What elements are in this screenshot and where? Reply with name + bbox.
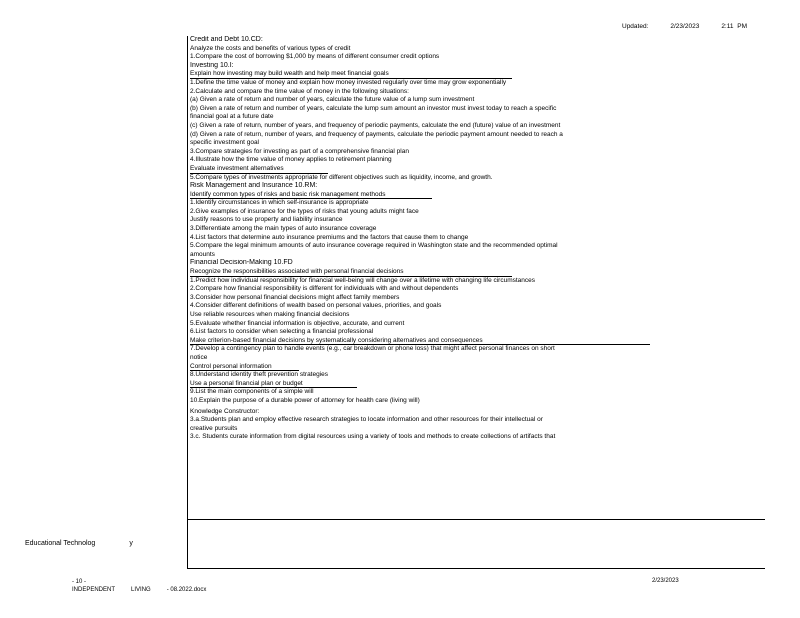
text-line: (b) Given a rate of return and number of years, calculate the lump sum amount an investor must invest today to reach a specific <box>190 104 557 112</box>
text-line: 1.Compare the cost of borrowing $1,000 by means of different consumer credit options <box>190 53 440 61</box>
text-line: 5.Evaluate whether financial information is objective, accurate, and current <box>190 319 405 327</box>
text-line: notice <box>190 353 208 361</box>
text-line: 3.Differentiate among the main types of auto insurance coverage <box>190 225 377 233</box>
text-line: 1.Define the time value of money and explain how money invested regularly over time may grow exponentially <box>190 78 507 86</box>
text-line: (a) Given a rate of return and number of years, calculate the future value of a lump sum investment <box>190 96 475 104</box>
text-line: 6.List factors to consider when selecting a financial professional <box>190 328 374 336</box>
underlined-objective: Recognize the responsibilities associated with personal financial decisions <box>190 268 512 277</box>
text-line: 3.Consider how personal financial decisions might affect family members <box>190 293 400 301</box>
text-line: 9.List the main components of a simple will <box>190 388 314 396</box>
text-line: Use reliable resources when making financial decisions <box>190 311 350 318</box>
text-line: 3.Compare strategies for investing as part of a comprehensive financial plan <box>190 147 409 155</box>
table-row-divider <box>187 519 765 520</box>
text-line: 4.Illustrate how the time value of money applies to retirement planning <box>190 156 392 164</box>
text-line: (c) Given a rate of return, number of years, and frequency of periodic payments, calculate the end (future) value of an investment <box>190 121 561 129</box>
underlined-objective: Identify common types of risks and basic risk management methods <box>190 191 432 200</box>
updated-date: 2/23/2023 <box>670 23 700 30</box>
table-bottom-border <box>187 568 765 569</box>
text-line: 5.Compare types of investments appropriate for different objectives such as liquidity, income, and growth. <box>190 173 493 181</box>
section-heading-credit: Credit and Debt 10.CD: <box>190 36 263 43</box>
footer-title-part2: LIVING <box>131 587 151 593</box>
text-line: 5.Compare the legal minimum amounts of auto insurance coverage required in Washington state and the recommended optimal <box>190 242 558 250</box>
footer-title-part1: INDEPENDENT <box>72 587 116 593</box>
text-line: 3.a.Students plan and employ effective research strategies to locate information and other resources for their intellectual or <box>190 416 543 424</box>
updated-stamp <box>622 23 747 30</box>
text-line: specific investment goal <box>190 139 260 147</box>
text-line: 3.c. Students curate information from digital resources using a variety of tools and methods to create collections of artifacts that <box>190 433 556 441</box>
text-line: 2.Calculate and compare the time value of money in the following situations: <box>190 87 409 95</box>
text-line: amounts <box>190 250 215 258</box>
text-line: 4.List factors that determine auto insurance premiums and the factors that cause them to change <box>190 233 469 241</box>
footer-date: 2/23/2023 <box>652 578 679 584</box>
text-line: Justify reasons to use property and liability insurance <box>190 216 343 224</box>
text-line: 1.Identify circumstances in which self-insurance is appropriate <box>190 199 369 207</box>
updated-time: 2:11 PM <box>721 23 748 30</box>
page-number: - 10 - <box>72 579 87 585</box>
text-line: 4.Consider different definitions of wealth based on personal values, priorities, and goals <box>190 302 442 310</box>
text-line: 10.Explain the purpose of a durable power of attorney for health care (living will) <box>190 396 420 404</box>
section-heading-investing: Investing 10.I: <box>190 61 234 69</box>
updated-label: Updated: <box>622 23 649 30</box>
standards-text <box>190 36 765 442</box>
text-line: 2.Compare how financial responsibility is different for individuals with and without dependents <box>190 285 459 293</box>
left-column-label-tail: y <box>129 540 133 547</box>
underlined-objective: Use a personal financial plan or budget <box>190 380 357 389</box>
text-line: 1.Predict how individual responsibility for financial well-being will change over a lifetime with changing life circumstances <box>190 276 536 284</box>
underlined-objective: Make criterion-based financial decisions by systematically considering alternatives and consequences <box>190 337 650 346</box>
educational-technology-label <box>25 540 133 547</box>
text-line: creative pursuits <box>190 424 238 432</box>
text-line: Analyze the costs and benefits of various types of credit <box>190 44 351 52</box>
underlined-objective: Control personal information <box>190 363 299 372</box>
text-line: 7.Develop a contingency plan to handle events (e.g., car breakdown or phone loss) that might affect personal finances on short <box>190 345 555 353</box>
underlined-objective: Evaluate investment alternatives <box>190 165 328 174</box>
text-line: 8.Understand identity theft prevention strategies <box>190 371 329 379</box>
text-line: 2.Give examples of insurance for the types of risks that young adults might face <box>190 207 419 215</box>
text-line: financial goal at a future date <box>190 113 274 121</box>
footer-file-name: - 08.2022.docx <box>166 587 207 593</box>
left-column-label: Educational Technolog <box>25 540 96 547</box>
underlined-objective: Explain how investing may build wealth and help meet financial goals <box>190 70 512 79</box>
knowledge-constructor-heading: Knowledge Constructor: <box>190 407 260 415</box>
section-heading-risk: Risk Management and Insurance 10.RM: <box>190 182 318 190</box>
text-line: (d) Given a rate of return, number of years, and frequency of payments, calculate the periodic payment amount needed to reach a <box>190 130 563 138</box>
table-column-divider <box>187 36 188 568</box>
footer-left <box>72 578 222 594</box>
section-heading-financial-decision: Financial Decision-Making 10.FD <box>190 259 293 267</box>
